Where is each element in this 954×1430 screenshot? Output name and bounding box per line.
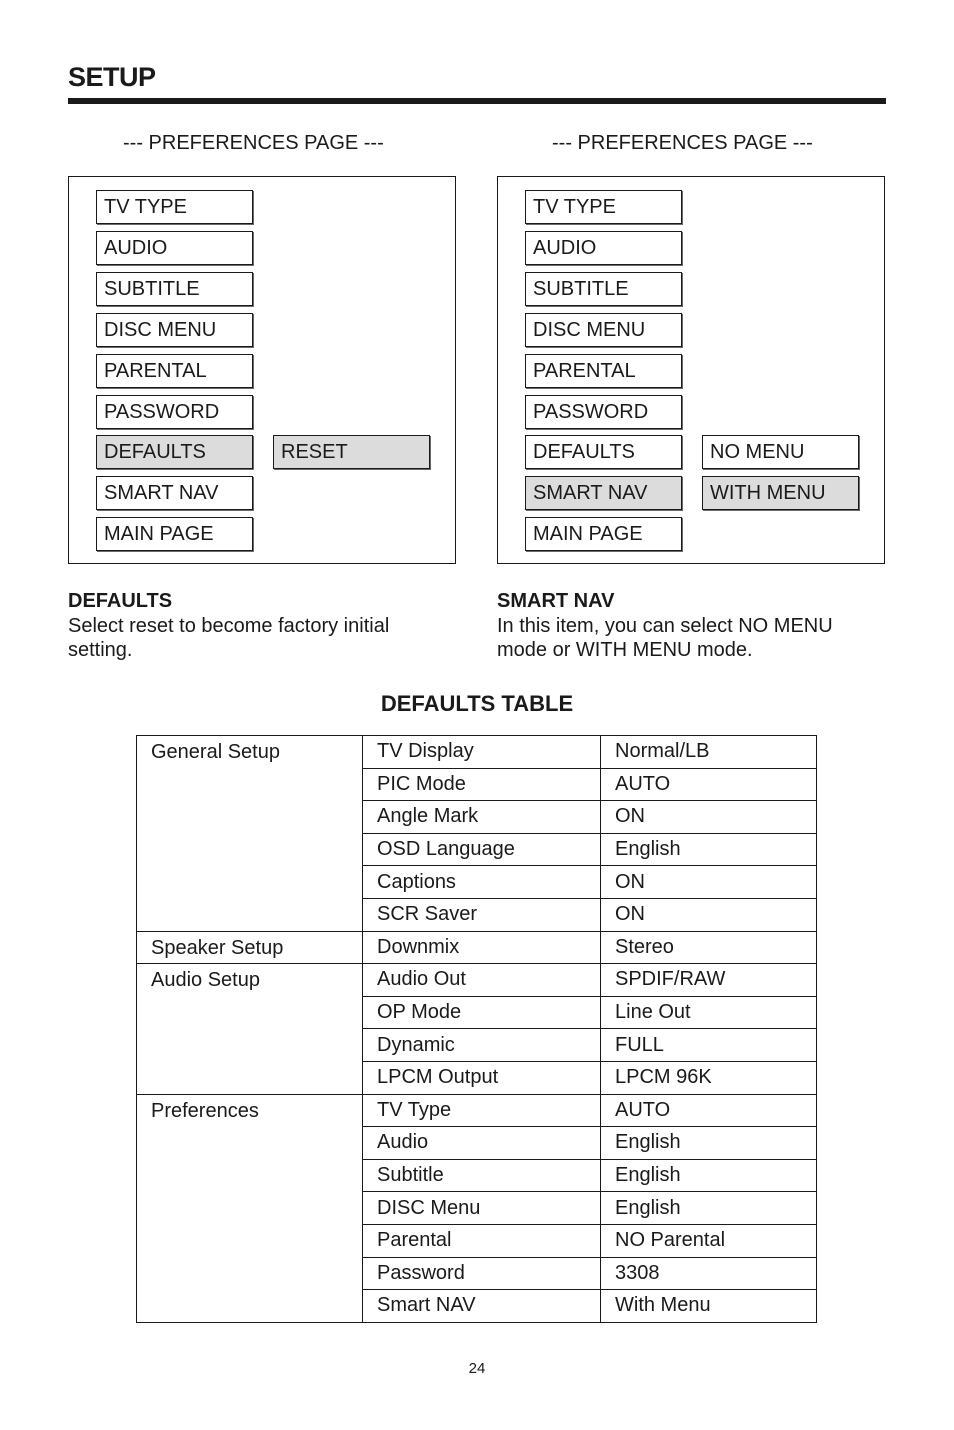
setting-name-cell: DISC Menu — [363, 1192, 601, 1225]
setting-name-cell: OSD Language — [363, 833, 601, 866]
page-title: SETUP — [68, 62, 156, 92]
option-with-menu[interactable]: WITH MENU — [702, 476, 859, 510]
default-value-cell: NO Parental — [601, 1224, 817, 1257]
title-rule — [68, 98, 886, 104]
setting-name-cell: PIC Mode — [363, 768, 601, 801]
menu-item-main-page[interactable]: MAIN PAGE — [525, 517, 682, 551]
setting-name-cell: Smart NAV — [363, 1290, 601, 1323]
menu-item-smart-nav[interactable]: SMART NAV — [96, 476, 253, 510]
default-value-cell: ON — [601, 866, 817, 899]
preferences-panel-defaults — [68, 176, 456, 564]
default-value-cell: With Menu — [601, 1290, 817, 1323]
menu-item-smart-nav[interactable]: SMART NAV — [525, 476, 682, 510]
defaults-table — [136, 735, 817, 1323]
group-name-cell: Speaker Setup — [137, 931, 363, 964]
panel-title-right: --- PREFERENCES PAGE --- — [552, 132, 813, 154]
menu-item-audio[interactable]: AUDIO — [525, 231, 682, 265]
menu-item-defaults[interactable]: DEFAULTS — [96, 435, 253, 469]
default-value-cell: ON — [601, 801, 817, 834]
smart-nav-description: In this item, you can select NO MENU mode or WITH MENU mode. — [497, 615, 833, 661]
default-value-cell: English — [601, 1192, 817, 1225]
default-value-cell: Normal/LB — [601, 736, 817, 769]
default-value-cell: LPCM 96K — [601, 1061, 817, 1094]
setting-name-cell: Parental — [363, 1224, 601, 1257]
default-value-cell: 3308 — [601, 1257, 817, 1290]
setting-name-cell: TV Type — [363, 1094, 601, 1127]
panel-title-left: --- PREFERENCES PAGE --- — [123, 132, 384, 154]
setting-name-cell: Audio — [363, 1127, 601, 1160]
page-number: 24 — [468, 1360, 486, 1377]
menu-item-tv-type[interactable]: TV TYPE — [525, 190, 682, 224]
setting-name-cell: Angle Mark — [363, 801, 601, 834]
smart-nav-heading: SMART NAV — [497, 590, 615, 612]
menu-item-tv-type[interactable]: TV TYPE — [96, 190, 253, 224]
option-no-menu[interactable]: NO MENU — [702, 435, 859, 469]
menu-item-subtitle[interactable]: SUBTITLE — [96, 272, 253, 306]
menu-item-audio[interactable]: AUDIO — [96, 231, 253, 265]
default-value-cell: Line Out — [601, 996, 817, 1029]
setting-name-cell: LPCM Output — [363, 1061, 601, 1094]
default-value-cell: English — [601, 1159, 817, 1192]
menu-item-parental[interactable]: PARENTAL — [96, 354, 253, 388]
defaults-table-title: DEFAULTS TABLE — [380, 691, 574, 716]
menu-item-defaults[interactable]: DEFAULTS — [525, 435, 682, 469]
setting-name-cell: TV Display — [363, 736, 601, 769]
default-value-cell: Stereo — [601, 931, 817, 964]
default-value-cell: SPDIF/RAW — [601, 964, 817, 997]
setting-name-cell: Audio Out — [363, 964, 601, 997]
menu-item-subtitle[interactable]: SUBTITLE — [525, 272, 682, 306]
table-row — [137, 931, 817, 964]
group-name-cell: Audio Setup — [137, 964, 363, 1094]
setting-name-cell: Password — [363, 1257, 601, 1290]
setting-name-cell: OP Mode — [363, 996, 601, 1029]
menu-item-password[interactable]: PASSWORD — [525, 395, 682, 429]
setting-name-cell: Subtitle — [363, 1159, 601, 1192]
default-value-cell: English — [601, 1127, 817, 1160]
setting-name-cell: SCR Saver — [363, 898, 601, 931]
group-name-cell: General Setup — [137, 736, 363, 932]
default-value-cell: FULL — [601, 1029, 817, 1062]
menu-item-parental[interactable]: PARENTAL — [525, 354, 682, 388]
group-name-cell: Preferences — [137, 1094, 363, 1322]
defaults-heading: DEFAULTS — [68, 590, 173, 612]
default-value-cell: AUTO — [601, 1094, 817, 1127]
setting-name-cell: Downmix — [363, 931, 601, 964]
preferences-panel-smart-nav — [497, 176, 885, 564]
table-row — [137, 736, 817, 769]
setting-name-cell: Captions — [363, 866, 601, 899]
menu-item-disc-menu[interactable]: DISC MENU — [525, 313, 682, 347]
table-row — [137, 964, 817, 997]
menu-item-password[interactable]: PASSWORD — [96, 395, 253, 429]
menu-item-main-page[interactable]: MAIN PAGE — [96, 517, 253, 551]
menu-item-disc-menu[interactable]: DISC MENU — [96, 313, 253, 347]
default-value-cell: English — [601, 833, 817, 866]
default-value-cell: AUTO — [601, 768, 817, 801]
default-value-cell: ON — [601, 898, 817, 931]
table-row — [137, 1094, 817, 1127]
setting-name-cell: Dynamic — [363, 1029, 601, 1062]
option-reset[interactable]: RESET — [273, 435, 430, 469]
defaults-description: Select reset to become factory initial setting. — [68, 615, 390, 661]
